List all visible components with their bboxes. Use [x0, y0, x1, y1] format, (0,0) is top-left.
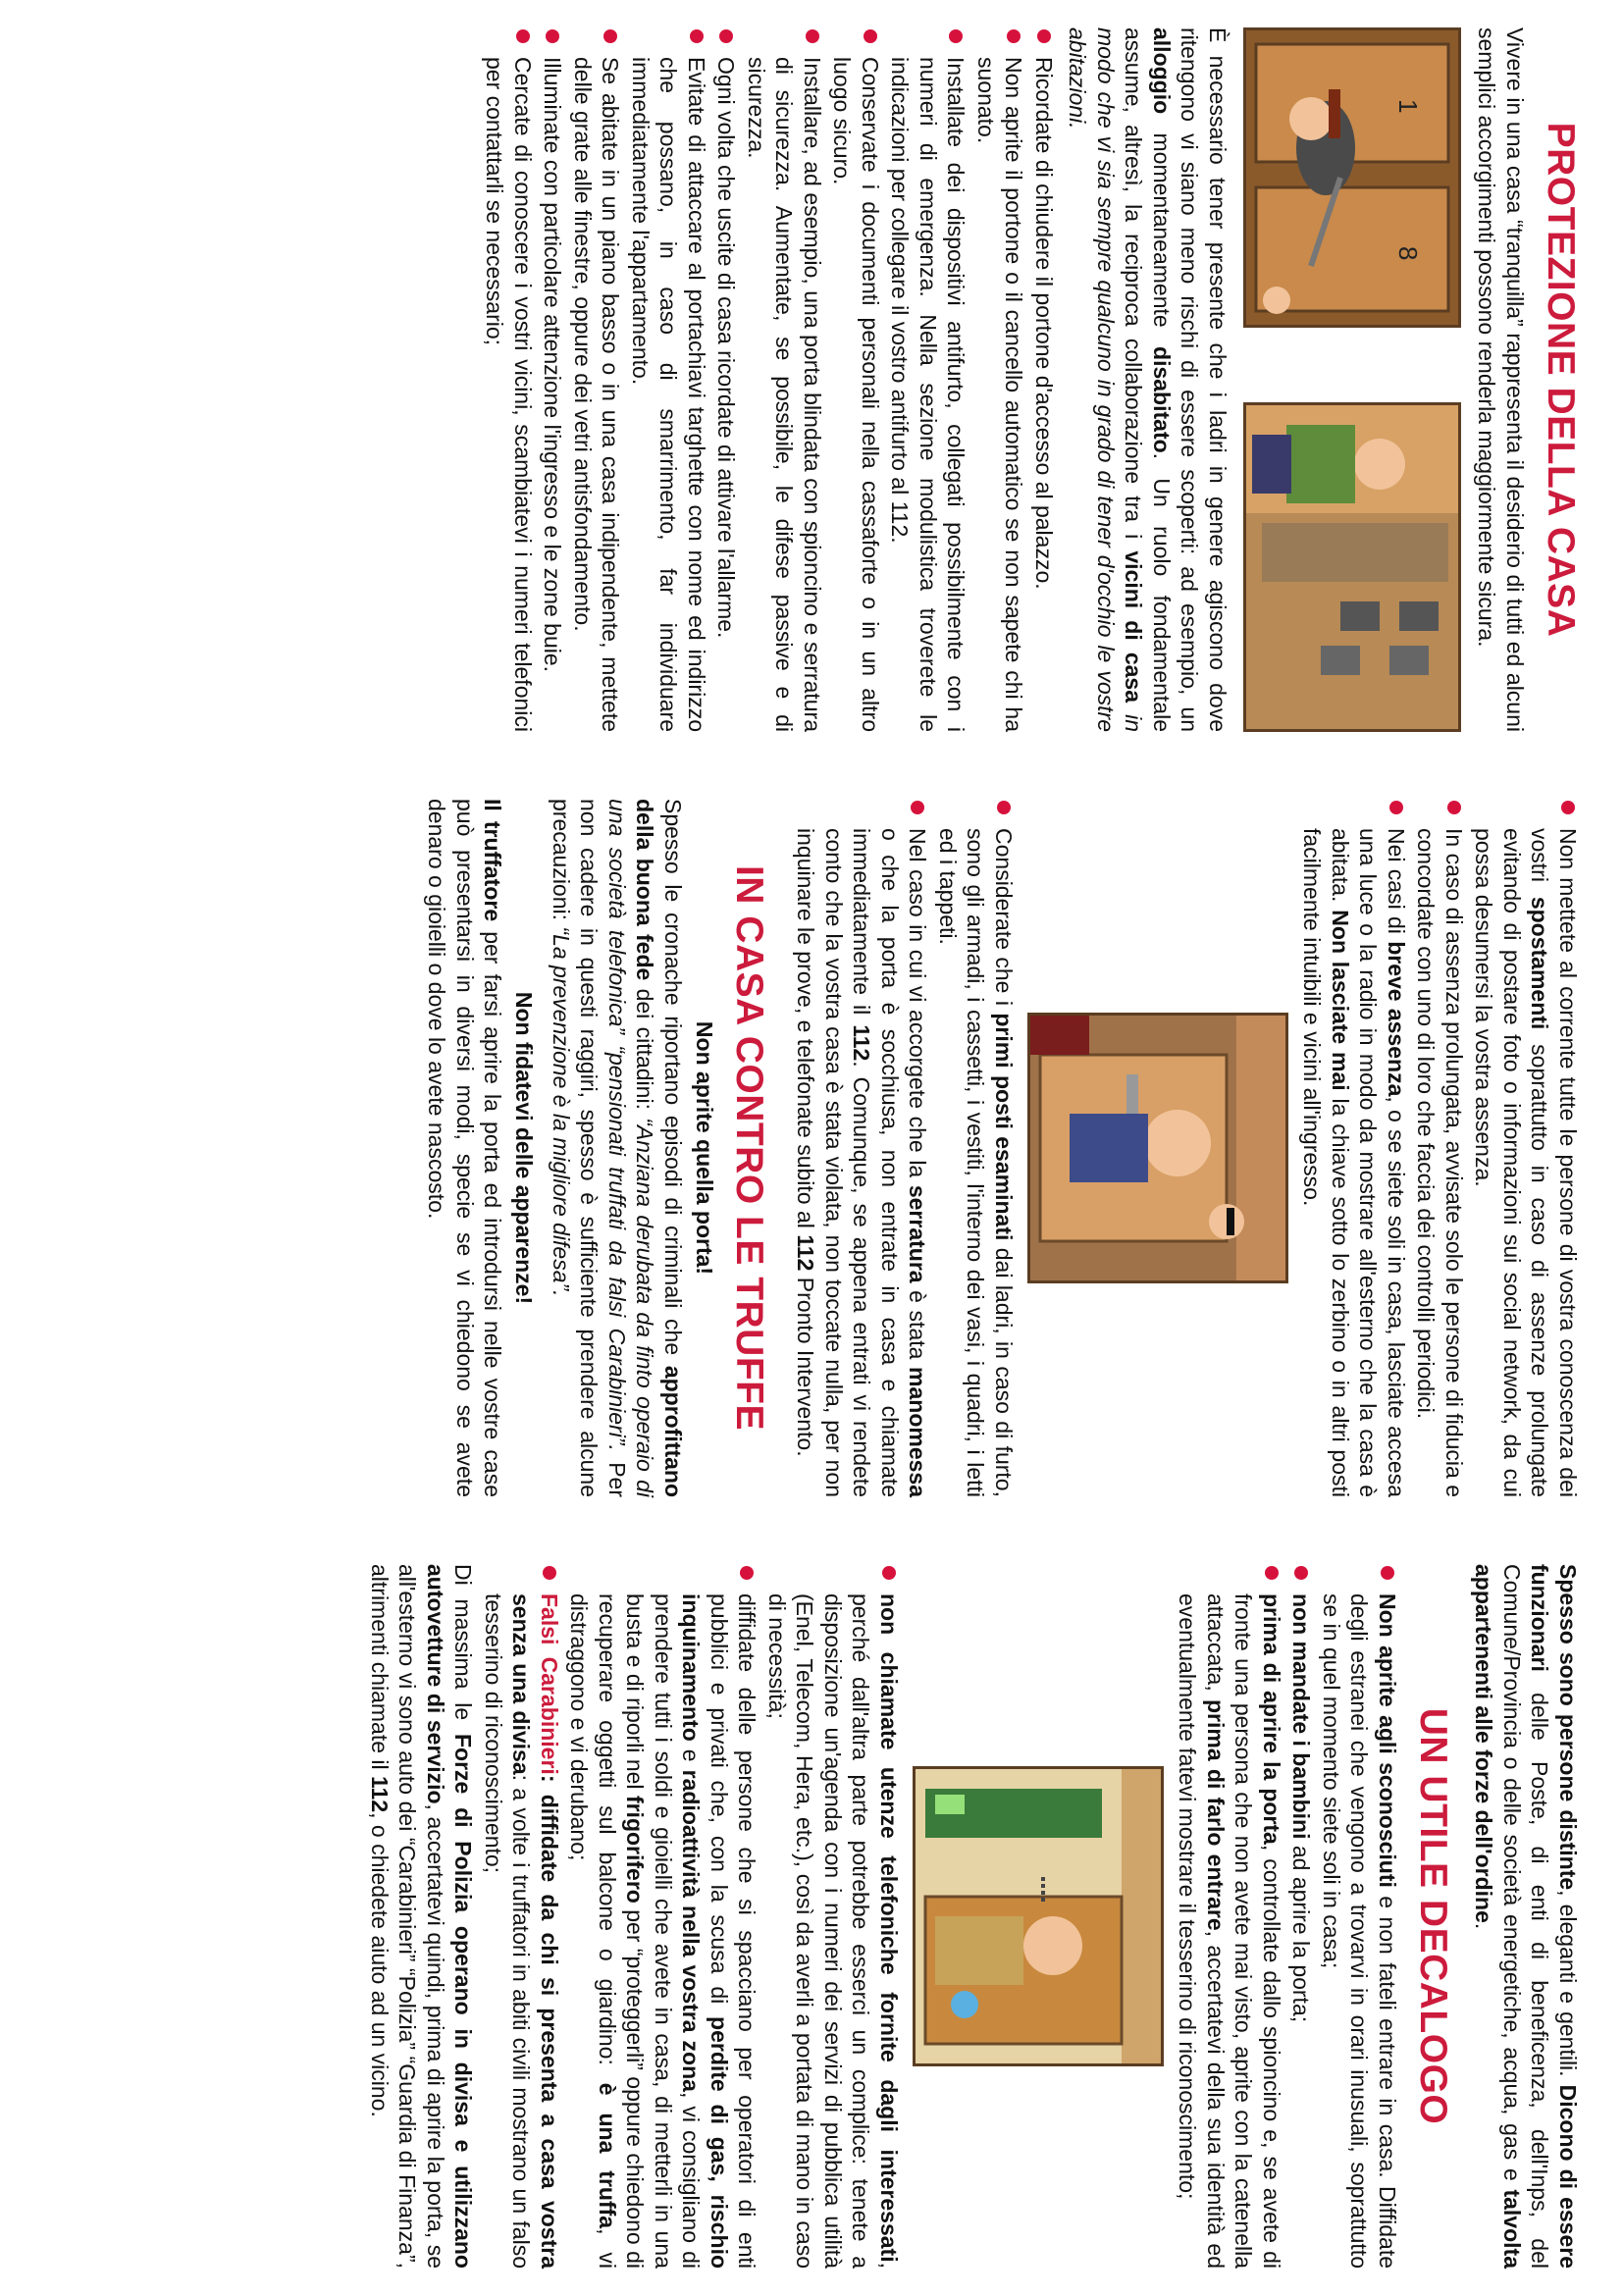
column-truffe [0, 765, 1623, 1531]
text-bold: prima di farlo entrare [1203, 1699, 1229, 1931]
bullet-dot-icon [516, 29, 530, 43]
text-bold: Il truffatore [480, 799, 506, 922]
text: Di massima le [450, 1564, 477, 1734]
text-bold: perdite di gas, rischio inquinamento [678, 1593, 732, 2270]
list-item [972, 27, 1028, 732]
text-bold: radioattività nella vostra zona [678, 1769, 705, 2092]
text-bold: è una truffa [595, 2082, 620, 2229]
list-item [792, 799, 932, 1497]
list-item [763, 1564, 904, 2269]
decalogo-intro [1470, 1564, 1582, 2269]
column-decalogo [0, 1531, 1623, 2296]
para-text-2: momentaneamente [1149, 114, 1175, 347]
text-bold: prima di aprire la porta [1259, 1593, 1284, 1845]
section-title-decalogo: UN UTILE DECALOGO [1412, 1707, 1454, 2125]
bullet-dot-icon [882, 1566, 896, 1580]
bullet-dot-icon [547, 29, 560, 43]
illustrations-row [1243, 27, 1461, 732]
decalogo-list-b [480, 1564, 904, 2269]
illustration-burglar-at-door [1243, 27, 1461, 328]
list-item [1470, 799, 1582, 1497]
text: dai ladri, in caso di furto, sono gli armadi, i cassetti, i vestiti, l'interno dei vasi, i quadri, i letti ed i tappeti. [935, 828, 1017, 1497]
text-bold: 112 [367, 1776, 393, 1813]
text-bold: breve assenza [1384, 941, 1409, 1097]
svg-text:8: 8 [1393, 246, 1423, 261]
text-bold: : diffidate da chi si presenta a casa vostra senza una divisa [508, 1593, 562, 2269]
list-item [1298, 799, 1410, 1497]
bullet-dot-icon [806, 29, 819, 43]
list-item-text: Evitate di attaccare al portachiavi targhette con nome ed indirizzo che possano, in caso di smarrimento, far individuare immediatamente l'appartamento. [628, 57, 709, 732]
text-bold: Spesso sono persone distinte [1555, 1564, 1581, 1891]
decalogo-list-a [1174, 1564, 1401, 2269]
text-italic: “Anziana derubata da finto operaio di una società telefonica” “pensionati truffati da falsi Carabinieri”. [604, 799, 658, 1497]
theft-bullet-list [792, 799, 1018, 1497]
list-item-text: Non aprite il portone o il cancello automatico se non sapete chi ha suonato. [973, 57, 1027, 732]
list-item [886, 27, 970, 732]
text-bold: Dicono di essere funzionari [1527, 1564, 1581, 2269]
text: , o se siete soli in casa, lasciate accesa una luce o la radio in modo da mostrare all'esterno che la casa è abitata. [1328, 828, 1409, 1498]
bullet-dot-icon [950, 29, 964, 43]
list-item [743, 27, 827, 732]
bullet-dot-icon [1561, 801, 1575, 814]
list-item [539, 27, 567, 732]
text: ad aprire la porta; [1288, 1839, 1315, 2023]
text-bold: Forze di Polizia operano in divisa e utilizzano autovetture di servizio [423, 1564, 477, 2269]
text: e non fateli entrare in casa. Diffidate degli estranei che vengono a trovarvi in orari inusuali, soprattutto se in quel momento siete soli in casa; [1319, 1593, 1400, 2269]
text: Per non cadere in questi raggiri, spesso è sufficiente prendere alcune precauzioni: [549, 799, 630, 1497]
section-title-protezione: PROTEZIONE DELLA CASA [1540, 122, 1582, 638]
illustration-thief-at-door [1027, 1013, 1288, 1283]
text: soprattutto in caso di assenze prolungate evitando di postare foto o informazioni sui social network, da cui possa desumersi la vostra assenza. [1471, 828, 1553, 1497]
text: e [678, 1741, 705, 1770]
list-item [712, 27, 741, 732]
text: , accertatevi quindi, prima di aprire la porta, se all'esterno vi sono auto dei “Carabinieri” “Polizia” “Guardia di Finanza”, altrimenti chiamate il [367, 1564, 448, 2269]
text: è stata [905, 1282, 931, 1368]
list-item-text: Installate dei dispositivi antifurto, collegati possibilmente con i numeri di emergenza. Nella sezione modulistica troverete le indicazioni per collegare il vostro antifurto al 112. [887, 57, 969, 732]
elderly-door-drawing [916, 1769, 1161, 2063]
text-bold: 112 [849, 1024, 875, 1062]
para-text-1: È necessario tener presente che i ladri in genere agiscono dove ritengono vi siano meno rischi di essere scoperti: ad esempio, un [1177, 27, 1230, 732]
text: la chiave sotto lo zerbino o in altri posti facilmente intuibili e vicini all'ingresso. [1299, 828, 1353, 1497]
bullet-dot-icon [997, 801, 1011, 814]
text: , controllate dallo spioncino e, se avete di fronte una persona che non avete mai visto, aprite con la catenella attaccata, [1203, 1593, 1284, 2269]
list-item-text: Se abitate in un piano basso o in una casa indipendente, mettete delle grate alle finestre, oppure dei vetri antisfondamento. [570, 57, 624, 732]
bullet-dot-icon [604, 29, 618, 43]
text: Non mettete al corrente tutte le persone di vostra conoscenza dei vostri [1527, 828, 1581, 1497]
text: Pronto Intervento. [793, 1271, 819, 1457]
text: : a volte i truffatori in abiti civili mostrano un falso tesserino di riconoscimento; [481, 1593, 535, 2269]
illustration-burglar-at-meters [1243, 402, 1461, 732]
para-bold-2: disabitato [1149, 346, 1175, 453]
text-bold: non mandate i bambini [1288, 1593, 1315, 1840]
illustration-wrap [1027, 799, 1288, 1497]
bullet-dot-icon [1389, 801, 1403, 814]
text: dei cittadini: [632, 980, 658, 1119]
absence-bullet-list [1298, 799, 1582, 1497]
bullet-dot-icon [1037, 29, 1051, 43]
bullet-dot-icon [1381, 1566, 1394, 1580]
text: diffidate delle persone che si spacciano per operatori di enti pubblici e privati che, con la scusa di [707, 1593, 760, 2269]
bullet-dot-icon [1447, 801, 1461, 814]
subheading-non-aprite: Non aprite quella porta! [692, 1020, 717, 1276]
truffe-paragraph [548, 799, 688, 1497]
list-item [1412, 799, 1468, 1497]
list-item-text: Cercate di conoscere i vostri vicini, scambiatevi i numeri telefonici per contattarli se necessario; [482, 57, 536, 732]
subheading-non-fidatevi: Non fidatevi delle apparenze! [511, 991, 538, 1305]
text: per “proteggerli” oppure chiedono di recuperare oggetti sul balcone o giardino: [595, 1593, 649, 2269]
para-bold-1: alloggio [1149, 27, 1175, 115]
list-item [569, 27, 625, 732]
bullet-dot-icon [741, 1566, 755, 1580]
protection-bullet-list [481, 27, 1058, 732]
text: delle Poste, di enti di beneficenza, dell'Inps, del Comune/Provincia o delle società energetiche, acqua, gas e [1499, 1564, 1553, 2269]
bullet-dot-icon [1265, 1566, 1279, 1580]
section-title-truffe: IN CASA CONTRO LE TRUFFE [728, 864, 770, 1432]
text-bold: approfittano della buona fede [632, 799, 686, 1497]
text: , vi distraggono e vi derubano; [566, 1593, 620, 2269]
text-red-bold: Falsi Carabinieri [537, 1593, 562, 1775]
para-italic-4: in modo che vi sia sempre qualcuno in grado di tener d'occhio le vostre abitazioni. [1065, 27, 1147, 732]
text: , accertatevi della sua identità ed eventualmente fatevi mostrare il tesserino di riconoscimento; [1175, 1593, 1229, 2269]
text-bold: frigorifero [622, 1795, 649, 1904]
main-paragraph [1064, 27, 1231, 732]
text: , eleganti e gentili. [1555, 1890, 1581, 2085]
list-item [481, 27, 537, 732]
bullet-dot-icon [720, 29, 734, 43]
list-item [627, 27, 711, 732]
text-bold: Non lasciate mai [1328, 910, 1353, 1091]
text: . Comunque, se appena entrati vi rendete conto che la vostra casa è stata violata, non toccate nulla, per non inquinare le prove, e telefonate subito al [793, 828, 875, 1497]
burglar-door-drawing [1246, 30, 1458, 325]
burglar-meters-drawing [1246, 405, 1458, 729]
column-protezione [0, 0, 1623, 765]
text: In caso di assenza prolungata, avvisate solo le persone di fiducia e concordate con uno di loro che faccia dei controlli periodici. [1413, 828, 1467, 1497]
bullet-dot-icon [690, 29, 704, 43]
list-item-text: Illuminate con particolare attenzione l'ingresso e le zone buie. [540, 57, 566, 673]
closing-paragraph [366, 1564, 478, 2269]
illustration-wrap [913, 1564, 1164, 2269]
text-bold: primi posti esaminati [991, 1013, 1017, 1241]
list-item [1174, 1564, 1285, 2269]
para-text-3: . Un ruolo fondamentale assume, altresì, la reciproca collaborazione tra i [1121, 27, 1175, 732]
thief-door-drawing [1030, 1016, 1285, 1280]
text-bold: 112 [793, 1234, 819, 1272]
text: . [1471, 1922, 1497, 1930]
bullet-dot-icon [912, 801, 925, 814]
list-item [565, 1564, 761, 2269]
text: o che la porta è socchiusa, non entrate in casa e chiamate immediatamente il [849, 828, 903, 1497]
bullet-dot-icon [1295, 1566, 1309, 1580]
illustration-elderly-at-door-chain [913, 1766, 1164, 2066]
svg-text:1: 1 [1393, 99, 1423, 114]
bullet-dot-icon [1008, 29, 1021, 43]
bullet-dot-icon [864, 29, 877, 43]
list-item [480, 1564, 564, 2269]
bullet-dot-icon [543, 1566, 556, 1580]
truffatore-paragraph [423, 799, 507, 1497]
text: Nei casi di [1384, 828, 1409, 942]
list-item [828, 27, 884, 732]
text: Considerate che i [991, 828, 1017, 1014]
text: , perché dall'altra parte potrebbe esserci un complice: tenete a disposizione un'agenda con i numeri dei servizi di pubblica utilità (Enel, Telecom, Hera, etc.), così da averli a portata di mano in caso di necessità; [764, 1593, 902, 2269]
text-bold: non chiamate utenze telefoniche fornite dagli interessati [876, 1593, 902, 2263]
text: Nel caso in cui vi accorgete che la [905, 828, 931, 1185]
intro-text: Vivere in una casa “tranquilla” rappresenta il desiderio di tutti ed alcuni semplici accorgimenti possono renderla maggiormente sicura. [1474, 27, 1528, 732]
text-bold: talvolta appartenenti alle forze dell'ordine [1471, 1564, 1525, 2269]
list-item [1030, 27, 1059, 732]
list-item-text: Installare, ad esempio, una porta blindata con spioncino e serratura di sicurezza. Aumentate, se possibile, le difese passive e di sicurezza. [744, 57, 825, 732]
text-bold: Non aprite agli sconosciuti [1375, 1593, 1400, 1888]
text-bold: manomessa [905, 1367, 931, 1497]
list-item-text: Ogni volta che uscite di casa ricordate di attivare l'allarme. [713, 57, 740, 639]
list-item [934, 799, 1019, 1497]
para-bold-3: vicini di casa [1121, 550, 1147, 703]
list-item [1318, 1564, 1402, 2269]
text: per farsi aprire la porta ed introdursi nelle vostre case può presentarsi in diversi modi, specie se vi chiedono se avete denaro o gioielli o dove lo avete nascosto. [424, 799, 506, 1497]
text: Spesso le cronache riportano episodi di criminali che [660, 799, 686, 1366]
text: , vi consigliano di prendere tutti i soldi e gioielli che avete in casa, di metterli in una busta e di riporli nel [622, 1593, 705, 2270]
text-italic: “La prevenzione è la migliore difesa”. [549, 926, 574, 1297]
text-bold: serratura [905, 1184, 931, 1283]
text: , o chiedete aiuto ad un vicino. [367, 1812, 393, 2117]
text-bold: spostamenti [1527, 896, 1553, 1030]
list-item-text: Conservate i documenti personali nella cassaforte o in un altro luogo sicuro. [829, 57, 883, 732]
list-item [1287, 1564, 1316, 2269]
list-item-text: Ricordate di chiudere il portone d'accesso al palazzo. [1031, 57, 1057, 590]
